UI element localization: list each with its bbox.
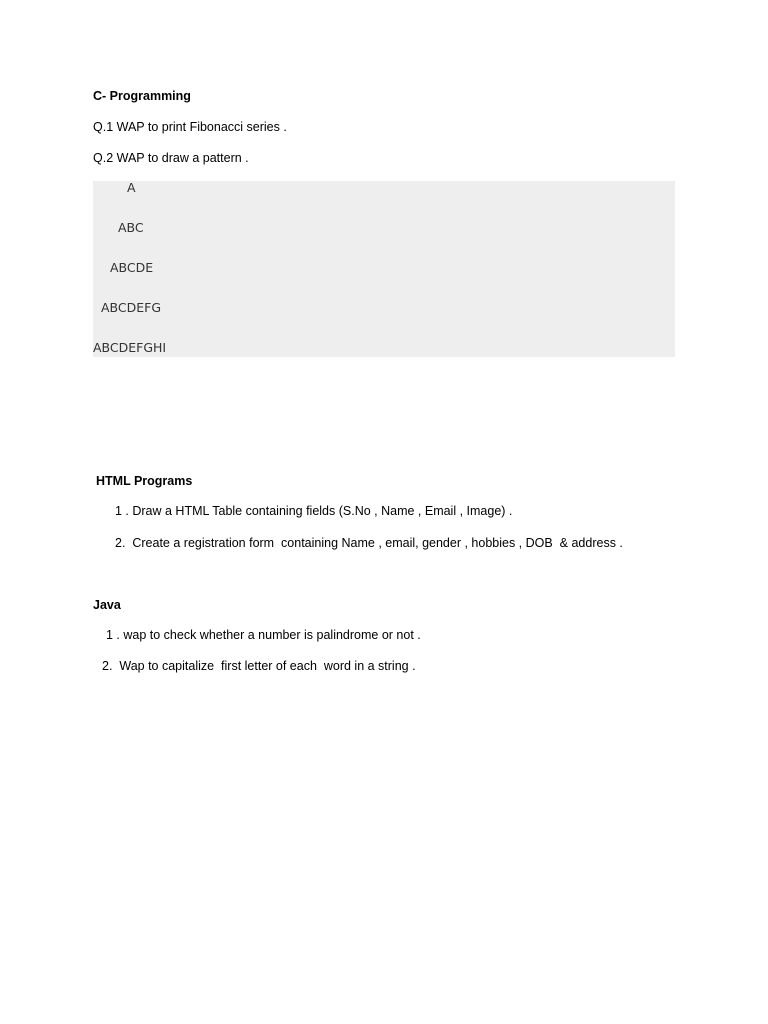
- pattern-code-block: [93, 181, 675, 357]
- html-item-2: 2. Create a registration form containing Name , email, gender , hobbies , DOB & address .: [115, 536, 623, 550]
- pattern-line-2: ABC: [118, 220, 144, 235]
- pattern-line-4: ABCDEFG: [101, 300, 162, 315]
- java-item-1: 1 . wap to check whether a number is palindrome or not .: [106, 628, 421, 642]
- c-programming-heading: C- Programming: [93, 89, 191, 103]
- html-programs-heading: HTML Programs: [96, 474, 193, 488]
- java-item-2: 2. Wap to capitalize first letter of each word in a string .: [102, 659, 416, 673]
- pattern-line-5: ABCDEFGHI: [93, 340, 167, 355]
- c-question-2: Q.2 WAP to draw a pattern .: [93, 151, 249, 165]
- java-heading: Java: [93, 598, 121, 612]
- pattern-line-3: ABCDE: [110, 260, 154, 275]
- html-item-1: 1 . Draw a HTML Table containing fields (S.No , Name , Email , Image) .: [115, 504, 513, 518]
- c-question-1: Q.1 WAP to print Fibonacci series .: [93, 120, 287, 134]
- pattern-line-1: A: [127, 180, 136, 195]
